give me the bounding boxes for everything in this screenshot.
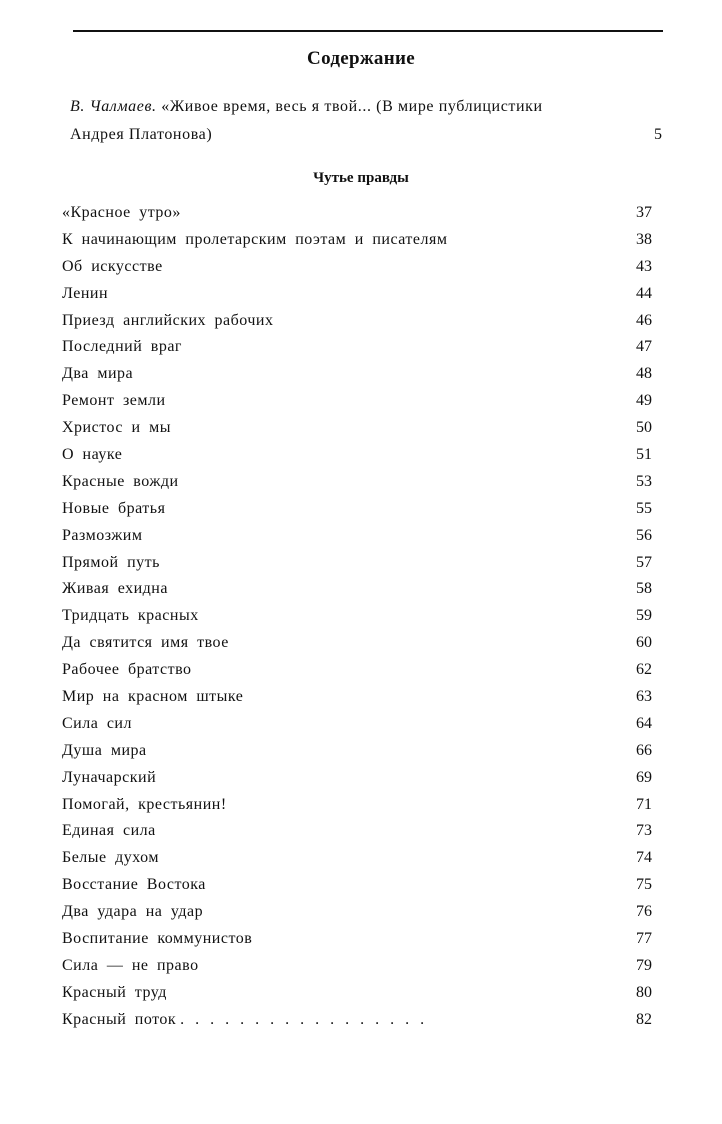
toc-entry-title: Размозжим [62,526,143,544]
toc-entry-title: Два мира [62,365,134,383]
intro-line-1 [70,93,662,121]
toc-entry [62,684,652,711]
toc-entry-title: Да святится имя твое [62,634,229,652]
toc-entry-title: Красные вожди [62,472,179,490]
toc-entry-title: Об искусстве [62,257,163,275]
toc-entry [62,872,652,899]
toc-entry [62,818,652,845]
toc-entry [62,496,652,523]
toc-entry-title: О науке [62,446,123,464]
toc-entry-title: Сила сил [62,714,132,732]
toc-page-number: 74 [636,849,652,867]
toc-entry [62,792,652,819]
toc-entry [62,388,652,415]
toc-entry-title: Ремонт земли [62,392,166,410]
toc-page-number: 58 [636,580,652,598]
toc-entry [62,953,652,980]
toc-page-number: 37 [636,204,652,221]
toc-entry [62,738,652,765]
toc-page-number: 46 [636,311,652,329]
toc-entry-title: Новые братья [62,499,166,517]
toc-entry-title: Белые духом [62,849,159,867]
toc-page-number: 43 [636,257,652,275]
toc-entry [62,361,652,388]
toc-page-number: 71 [636,795,652,813]
toc-entry-title: «Красное утро» [62,204,181,221]
toc-entry [62,576,652,603]
toc-page-number: 59 [636,607,652,625]
toc-leader-dots: ................. [180,1010,436,1028]
toc-entry [62,442,652,469]
toc-entry [62,334,652,361]
toc-entry [62,765,652,792]
toc-page-number: 66 [636,741,652,759]
toc-entry [62,281,652,308]
toc-entry-title: Душа мира [62,741,147,759]
toc-entry [62,630,652,657]
toc-entry-title: Луначарский [62,768,157,786]
toc-entry-title: Помогай, крестьянин! [62,795,227,813]
toc-entry-title: Два удара на удар [62,903,204,921]
toc-page-number: 55 [636,499,652,517]
toc-entry-title: Воспитание коммунистов [62,930,253,948]
toc-entry-title: Ленин [62,284,109,302]
toc-entry [62,926,652,953]
toc-entry [62,200,652,227]
toc-entry [62,227,652,254]
toc-page-number: 76 [636,903,652,921]
toc-entry [62,899,652,926]
toc-entry [62,308,652,335]
toc-entry [62,415,652,442]
toc-entry [62,523,652,550]
toc-page-number: 48 [636,365,652,383]
page-title: Содержание [307,48,415,69]
toc-page-number: 82 [636,1010,652,1028]
section-title: Чутье правды [313,170,409,186]
toc-entry-title: Мир на красном штыке [62,688,244,706]
toc-page-number: 57 [636,553,652,571]
toc-page-number: 75 [636,876,652,894]
toc-list [62,200,652,1034]
toc-entry [62,1007,652,1034]
toc-page-number: 56 [636,526,652,544]
toc-page-number: 53 [636,472,652,490]
toc-entry-title: Рабочее братство [62,661,192,679]
toc-page-number: 69 [636,768,652,786]
toc-entry [62,550,652,577]
toc-entry-title: Христос и мы [62,419,171,437]
toc-entry [62,711,652,738]
intro-line-2: Андрея Платонова) [70,126,213,143]
toc-entry-title: К начинающим пролетарским поэтам и писателям [62,230,448,248]
toc-entry-title: Единая сила [62,822,156,840]
toc-page-number: 60 [636,634,652,652]
toc-page-number: 51 [636,446,652,464]
intro-author: В. Чалмаев. [70,98,157,115]
toc-entry-title: Прямой путь [62,553,160,571]
toc-page-number: 79 [636,956,652,974]
toc-entry [62,657,652,684]
toc-entry-title: Последний враг [62,338,182,356]
toc-entry [62,603,652,630]
toc-entry [62,845,652,872]
toc-entry [62,254,652,281]
toc-page-number: 62 [636,661,652,679]
toc-page-number: 77 [636,930,652,948]
toc-entry-title: Сила — не право [62,956,199,974]
top-rule [73,30,663,32]
intro-title: «Живое время, весь я твой... (В мире публицистики [161,98,543,115]
intro-entry [70,93,662,149]
toc-page-number: 63 [636,688,652,706]
toc-entry-title: Красный труд [62,983,167,1001]
toc-page-number: 44 [636,284,652,302]
toc-entry-title: Красный поток [62,1010,177,1028]
toc-entry-title: Приезд английских рабочих [62,311,274,329]
intro-page-number: 5 [654,126,662,143]
toc-page-number: 49 [636,392,652,410]
toc-page-number: 64 [636,714,652,732]
toc-page-number: 38 [636,230,652,248]
toc-page-number: 50 [636,419,652,437]
toc-entry [62,980,652,1007]
toc-page-number: 80 [636,983,652,1001]
toc-entry [62,469,652,496]
toc-entry-title: Тридцать красных [62,607,199,625]
toc-page-number: 73 [636,822,652,840]
toc-entry-title: Восстание Востока [62,876,206,894]
toc-page-number: 47 [636,338,652,356]
toc-entry-title: Живая ехидна [62,580,168,598]
